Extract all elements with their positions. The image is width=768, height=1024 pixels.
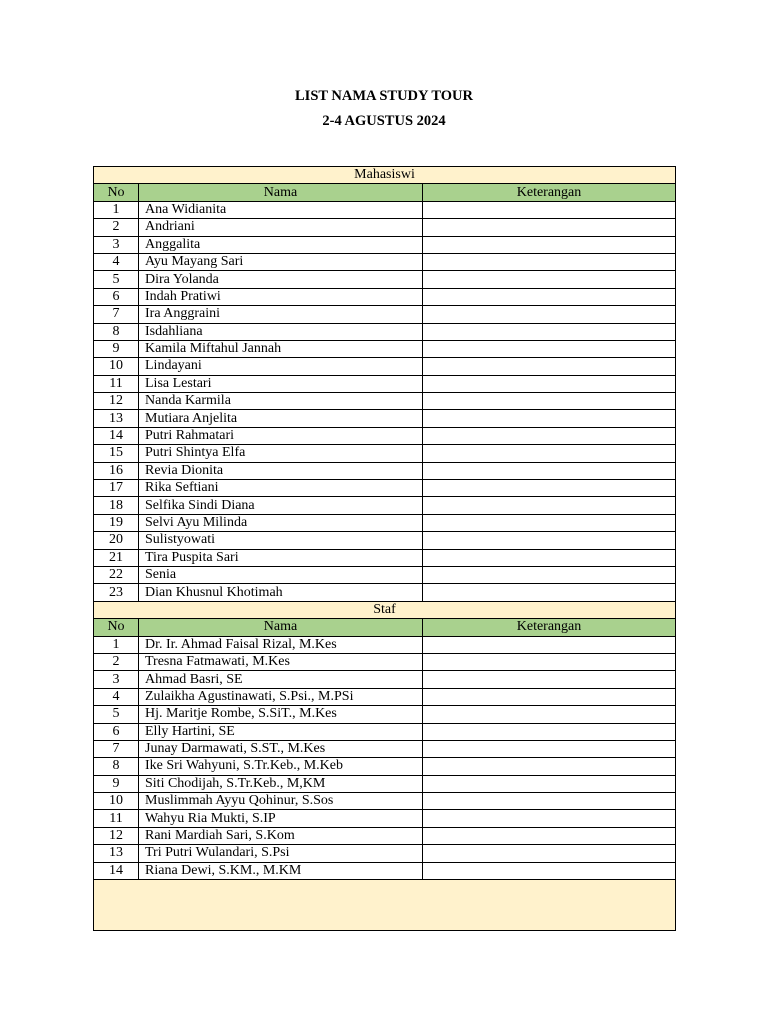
row-name: Hj. Maritje Rombe, S.SiT., M.Kes <box>139 706 423 723</box>
row-name: Ana Widianita <box>139 201 423 218</box>
row-name: Putri Shintya Elfa <box>139 445 423 462</box>
row-keterangan <box>423 201 676 218</box>
table-row <box>94 253 676 270</box>
column-header-nama: Nama <box>139 184 423 201</box>
row-name: Riana Dewi, S.KM., M.KM <box>139 862 423 879</box>
table-row <box>94 201 676 218</box>
table-row <box>94 827 676 844</box>
row-number: 6 <box>94 288 139 305</box>
row-name: Ayu Mayang Sari <box>139 253 423 270</box>
row-number: 12 <box>94 393 139 410</box>
row-number: 10 <box>94 358 139 375</box>
row-name: Revia Dionita <box>139 462 423 479</box>
table-row <box>94 793 676 810</box>
row-number: 7 <box>94 306 139 323</box>
row-name: Selvi Ayu Milinda <box>139 514 423 531</box>
row-keterangan <box>423 236 676 253</box>
row-number: 5 <box>94 271 139 288</box>
row-keterangan <box>423 288 676 305</box>
row-keterangan <box>423 723 676 740</box>
row-name: Siti Chodijah, S.Tr.Keb., M,KM <box>139 775 423 792</box>
row-number: 12 <box>94 827 139 844</box>
table-row <box>94 566 676 583</box>
column-header-no: No <box>94 619 139 636</box>
row-name: Zulaikha Agustinawati, S.Psi., M.PSi <box>139 688 423 705</box>
table-row <box>94 862 676 879</box>
row-name: Lindayani <box>139 358 423 375</box>
row-name: Kamila Miftahul Jannah <box>139 340 423 357</box>
table-row <box>94 810 676 827</box>
row-keterangan <box>423 427 676 444</box>
row-number: 13 <box>94 845 139 862</box>
table-row <box>94 653 676 670</box>
blank-footer-cell <box>94 880 676 931</box>
row-name: Dira Yolanda <box>139 271 423 288</box>
row-number: 8 <box>94 758 139 775</box>
row-keterangan <box>423 532 676 549</box>
row-name: Ahmad Basri, SE <box>139 671 423 688</box>
table-row <box>94 532 676 549</box>
row-name: Junay Darmawati, S.ST., M.Kes <box>139 740 423 757</box>
row-keterangan <box>423 445 676 462</box>
table-row <box>94 723 676 740</box>
table-row <box>94 445 676 462</box>
row-number: 2 <box>94 219 139 236</box>
table-row <box>94 497 676 514</box>
row-name: Isdahliana <box>139 323 423 340</box>
table-row <box>94 219 676 236</box>
row-name: Ira Anggraini <box>139 306 423 323</box>
row-keterangan <box>423 323 676 340</box>
row-name: Muslimmah Ayyu Qohinur, S.Sos <box>139 793 423 810</box>
row-number: 17 <box>94 480 139 497</box>
row-number: 1 <box>94 636 139 653</box>
row-keterangan <box>423 706 676 723</box>
participant-table <box>93 166 676 931</box>
row-number: 6 <box>94 723 139 740</box>
row-keterangan <box>423 514 676 531</box>
row-number: 22 <box>94 566 139 583</box>
row-name: Lisa Lestari <box>139 375 423 392</box>
row-name: Senia <box>139 566 423 583</box>
table-row <box>94 706 676 723</box>
row-number: 3 <box>94 236 139 253</box>
row-keterangan <box>423 584 676 601</box>
row-name: Wahyu Ria Mukti, S.IP <box>139 810 423 827</box>
row-keterangan <box>423 340 676 357</box>
row-keterangan <box>423 671 676 688</box>
table-row <box>94 636 676 653</box>
table-row <box>94 358 676 375</box>
row-number: 5 <box>94 706 139 723</box>
row-number: 3 <box>94 671 139 688</box>
row-keterangan <box>423 410 676 427</box>
table-row <box>94 393 676 410</box>
row-name: Tira Puspita Sari <box>139 549 423 566</box>
row-number: 4 <box>94 253 139 270</box>
header-row <box>94 184 676 201</box>
row-number: 13 <box>94 410 139 427</box>
document-subtitle: 2-4 AGUSTUS 2024 <box>322 113 446 129</box>
table-row <box>94 375 676 392</box>
row-keterangan <box>423 393 676 410</box>
row-name: Sulistyowati <box>139 532 423 549</box>
row-number: 8 <box>94 323 139 340</box>
section-row <box>94 167 676 184</box>
row-name: Putri Rahmatari <box>139 427 423 444</box>
row-name: Tri Putri Wulandari, S.Psi <box>139 845 423 862</box>
row-number: 18 <box>94 497 139 514</box>
table-row <box>94 688 676 705</box>
table-row <box>94 340 676 357</box>
table-row <box>94 514 676 531</box>
table-row <box>94 549 676 566</box>
row-keterangan <box>423 758 676 775</box>
row-number: 15 <box>94 445 139 462</box>
table-row <box>94 845 676 862</box>
row-keterangan <box>423 793 676 810</box>
table-row <box>94 410 676 427</box>
row-keterangan <box>423 862 676 879</box>
row-name: Mutiara Anjelita <box>139 410 423 427</box>
row-name: Elly Hartini, SE <box>139 723 423 740</box>
column-header-keterangan: Keterangan <box>423 619 676 636</box>
row-keterangan <box>423 497 676 514</box>
row-name: Rani Mardiah Sari, S.Kom <box>139 827 423 844</box>
row-name: Rika Seftiani <box>139 480 423 497</box>
column-header-no: No <box>94 184 139 201</box>
row-number: 14 <box>94 862 139 879</box>
row-number: 23 <box>94 584 139 601</box>
row-keterangan <box>423 271 676 288</box>
row-keterangan <box>423 549 676 566</box>
row-name: Anggalita <box>139 236 423 253</box>
row-keterangan <box>423 358 676 375</box>
row-number: 1 <box>94 201 139 218</box>
table-row <box>94 462 676 479</box>
row-number: 2 <box>94 653 139 670</box>
row-keterangan <box>423 810 676 827</box>
row-name: Tresna Fatmawati, M.Kes <box>139 653 423 670</box>
row-name: Selfika Sindi Diana <box>139 497 423 514</box>
section-label: Mahasiswi <box>94 167 676 184</box>
row-number: 9 <box>94 340 139 357</box>
table-row <box>94 271 676 288</box>
row-keterangan <box>423 306 676 323</box>
row-keterangan <box>423 462 676 479</box>
table-row <box>94 323 676 340</box>
table-row <box>94 427 676 444</box>
table-row <box>94 740 676 757</box>
row-keterangan <box>423 253 676 270</box>
row-keterangan <box>423 480 676 497</box>
row-number: 21 <box>94 549 139 566</box>
row-keterangan <box>423 375 676 392</box>
row-number: 16 <box>94 462 139 479</box>
table-row <box>94 584 676 601</box>
column-header-keterangan: Keterangan <box>423 184 676 201</box>
row-keterangan <box>423 775 676 792</box>
table-row <box>94 480 676 497</box>
row-number: 11 <box>94 810 139 827</box>
header-row <box>94 619 676 636</box>
row-keterangan <box>423 653 676 670</box>
document-title: LIST NAMA STUDY TOUR <box>295 88 473 104</box>
row-name: Dr. Ir. Ahmad Faisal Rizal, M.Kes <box>139 636 423 653</box>
table-row <box>94 236 676 253</box>
row-number: 20 <box>94 532 139 549</box>
row-keterangan <box>423 219 676 236</box>
table-row <box>94 306 676 323</box>
row-keterangan <box>423 740 676 757</box>
row-number: 9 <box>94 775 139 792</box>
row-number: 10 <box>94 793 139 810</box>
row-name: Indah Pratiwi <box>139 288 423 305</box>
row-keterangan <box>423 636 676 653</box>
row-keterangan <box>423 845 676 862</box>
column-header-nama: Nama <box>139 619 423 636</box>
row-number: 19 <box>94 514 139 531</box>
row-name: Andriani <box>139 219 423 236</box>
table-row <box>94 758 676 775</box>
table-row <box>94 775 676 792</box>
row-number: 11 <box>94 375 139 392</box>
table-row <box>94 671 676 688</box>
blank-footer-row <box>94 880 676 931</box>
table-row <box>94 288 676 305</box>
row-number: 4 <box>94 688 139 705</box>
section-row <box>94 601 676 618</box>
row-keterangan <box>423 688 676 705</box>
row-number: 7 <box>94 740 139 757</box>
row-keterangan <box>423 566 676 583</box>
row-name: Nanda Karmila <box>139 393 423 410</box>
row-name: Dian Khusnul Khotimah <box>139 584 423 601</box>
row-keterangan <box>423 827 676 844</box>
row-name: Ike Sri Wahyuni, S.Tr.Keb., M.Keb <box>139 758 423 775</box>
section-label: Staf <box>94 601 676 618</box>
row-number: 14 <box>94 427 139 444</box>
